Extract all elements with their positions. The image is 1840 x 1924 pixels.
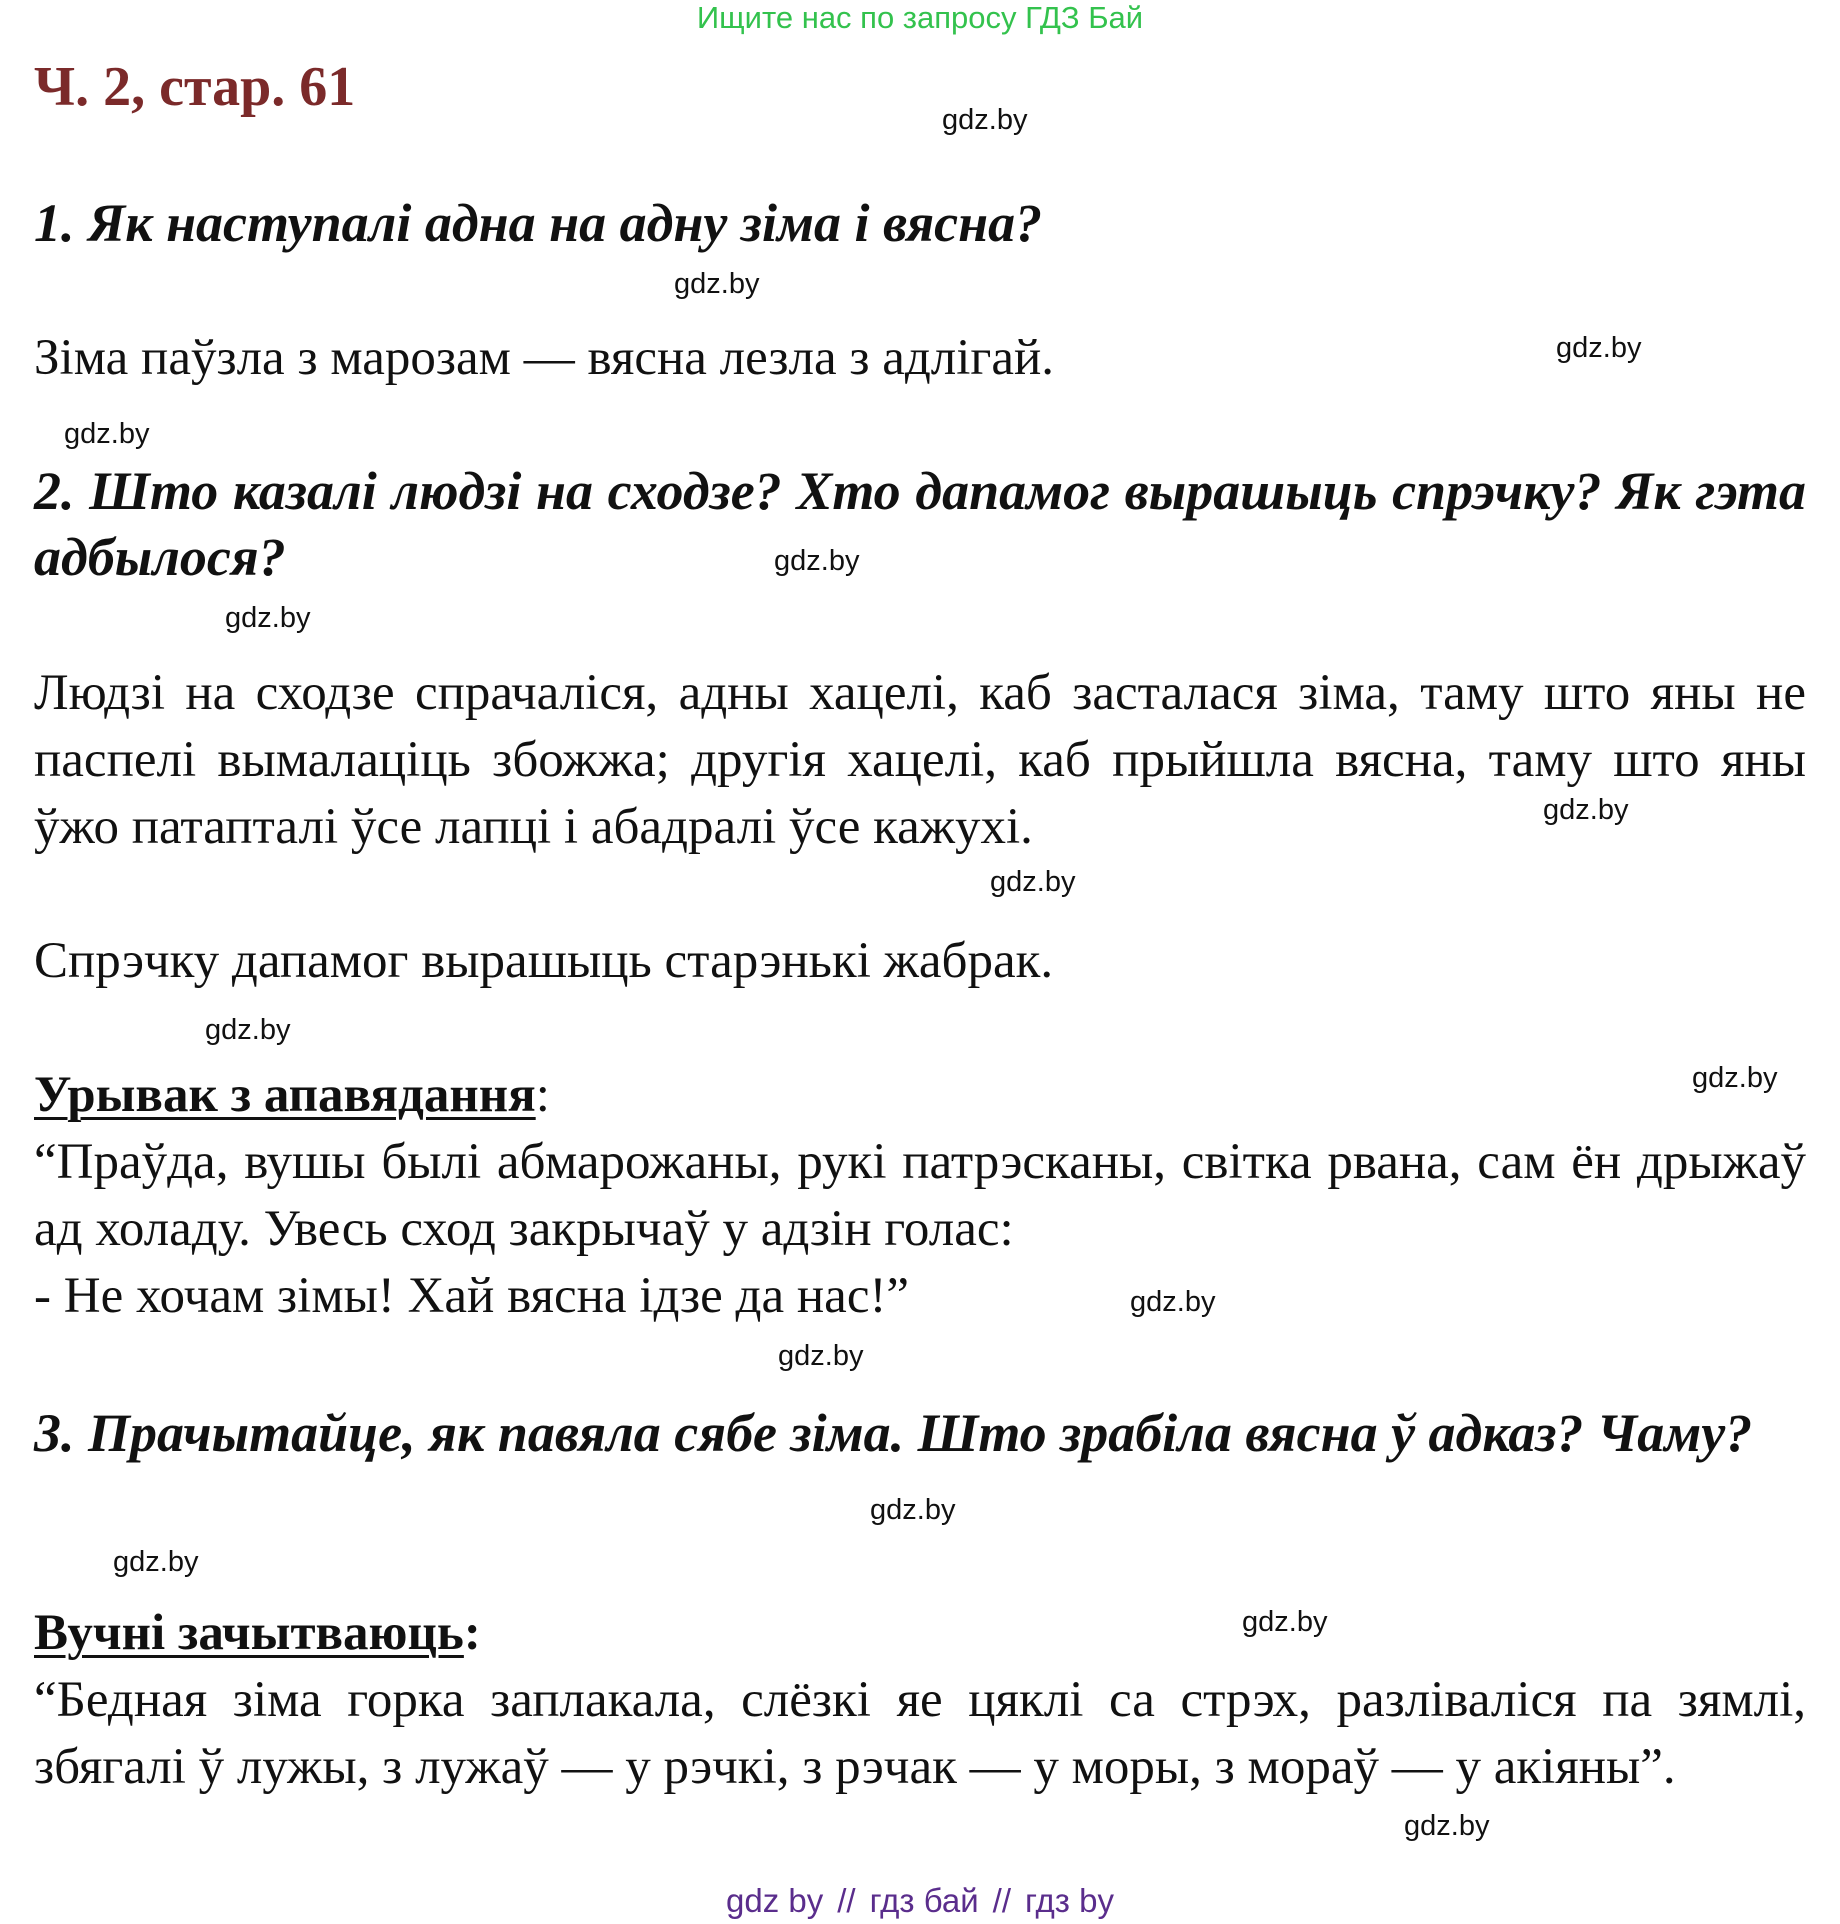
watermark: gdz.by <box>225 602 311 634</box>
footer-gdz-by-2: гдз by <box>1025 1882 1114 1919</box>
footer-links <box>0 1882 1840 1920</box>
footer-separator: // <box>992 1882 1011 1919</box>
excerpt-text: “Праўда, вушы былі абмарожаны, рукі патрэсканы, світка рвана, сам ён дрыжаў ад холаду. Увесь сход закрычаў у адзін голас: <box>34 1134 1806 1257</box>
question-1-answer: Зіма паўзла з марозам — вясна лезла з адлігай. <box>34 330 1055 386</box>
watermark: gdz.by <box>1556 332 1642 364</box>
watermark: gdz.by <box>942 104 1028 136</box>
reading-heading-text: Вучні зачытваюць <box>34 1605 464 1661</box>
watermark: gdz.by <box>778 1340 864 1372</box>
watermark: gdz.by <box>990 866 1076 898</box>
excerpt-heading-text: Урывак з апавядання <box>34 1067 536 1123</box>
watermark: gdz.by <box>1404 1810 1490 1842</box>
question-2-title: 2. Што казалі людзі на сходзе? Хто дапамог вырашыць спрэчку? Як гэта адбылося? <box>34 461 1806 587</box>
excerpt-heading-colon: : <box>535 1067 550 1123</box>
footer-gdz-bai: гдз бай <box>869 1882 979 1919</box>
watermark: gdz.by <box>113 1546 199 1578</box>
excerpt-heading <box>34 1062 1806 1129</box>
question-1-title: 1. Як наступалі адна на адну зіма і вясна? <box>34 193 1043 253</box>
watermark: gdz.by <box>1543 794 1629 826</box>
watermark: gdz.by <box>205 1014 291 1046</box>
watermark: gdz.by <box>64 418 150 450</box>
watermark: gdz.by <box>1242 1606 1328 1638</box>
question-2-answer: Людзі на сходзе спрачаліся, адны хацелі, каб засталася зіма, таму што яны не паспелі вымалаціць збожжа; другія хацелі, каб прыйшла вясна, таму што яны ўжо патапталі ўсе лапці і абадралі ўсе кажухі. <box>34 665 1806 855</box>
watermark: gdz.by <box>774 545 860 577</box>
watermark: gdz.by <box>1130 1286 1216 1318</box>
footer-gdz-by: gdz by <box>726 1882 824 1919</box>
footer-separator: // <box>837 1882 856 1919</box>
watermark: gdz.by <box>870 1494 956 1526</box>
reading-text: “Бедная зіма горка заплакала, слёзкі яе цяклі са стрэх, разліваліся па зямлі, збягалі ў лужы, з лужаў — у рэчкі, з рэчак — у моры, з мораў — у акіяны”. <box>34 1672 1806 1795</box>
watermark: gdz.by <box>1692 1062 1778 1094</box>
excerpt-text-last: - Не хочам зімы! Хай вясна ідзе да нас!” <box>34 1268 910 1324</box>
page-title: Ч. 2, стар. 61 <box>34 56 356 118</box>
watermark: gdz.by <box>674 268 760 300</box>
question-2-answer-2: Спрэчку дапамог вырашыць старэнькі жабрак. <box>34 933 1054 989</box>
reading-heading-colon: : <box>463 1605 481 1661</box>
reading-heading <box>34 1600 1806 1667</box>
question-3-title: 3. Прачытайце, як павяла сябе зіма. Што зрабіла вясна ў адказ? Чаму? <box>34 1403 1753 1463</box>
top-banner: Ищите нас по запросу ГДЗ Бай <box>696 0 1144 35</box>
